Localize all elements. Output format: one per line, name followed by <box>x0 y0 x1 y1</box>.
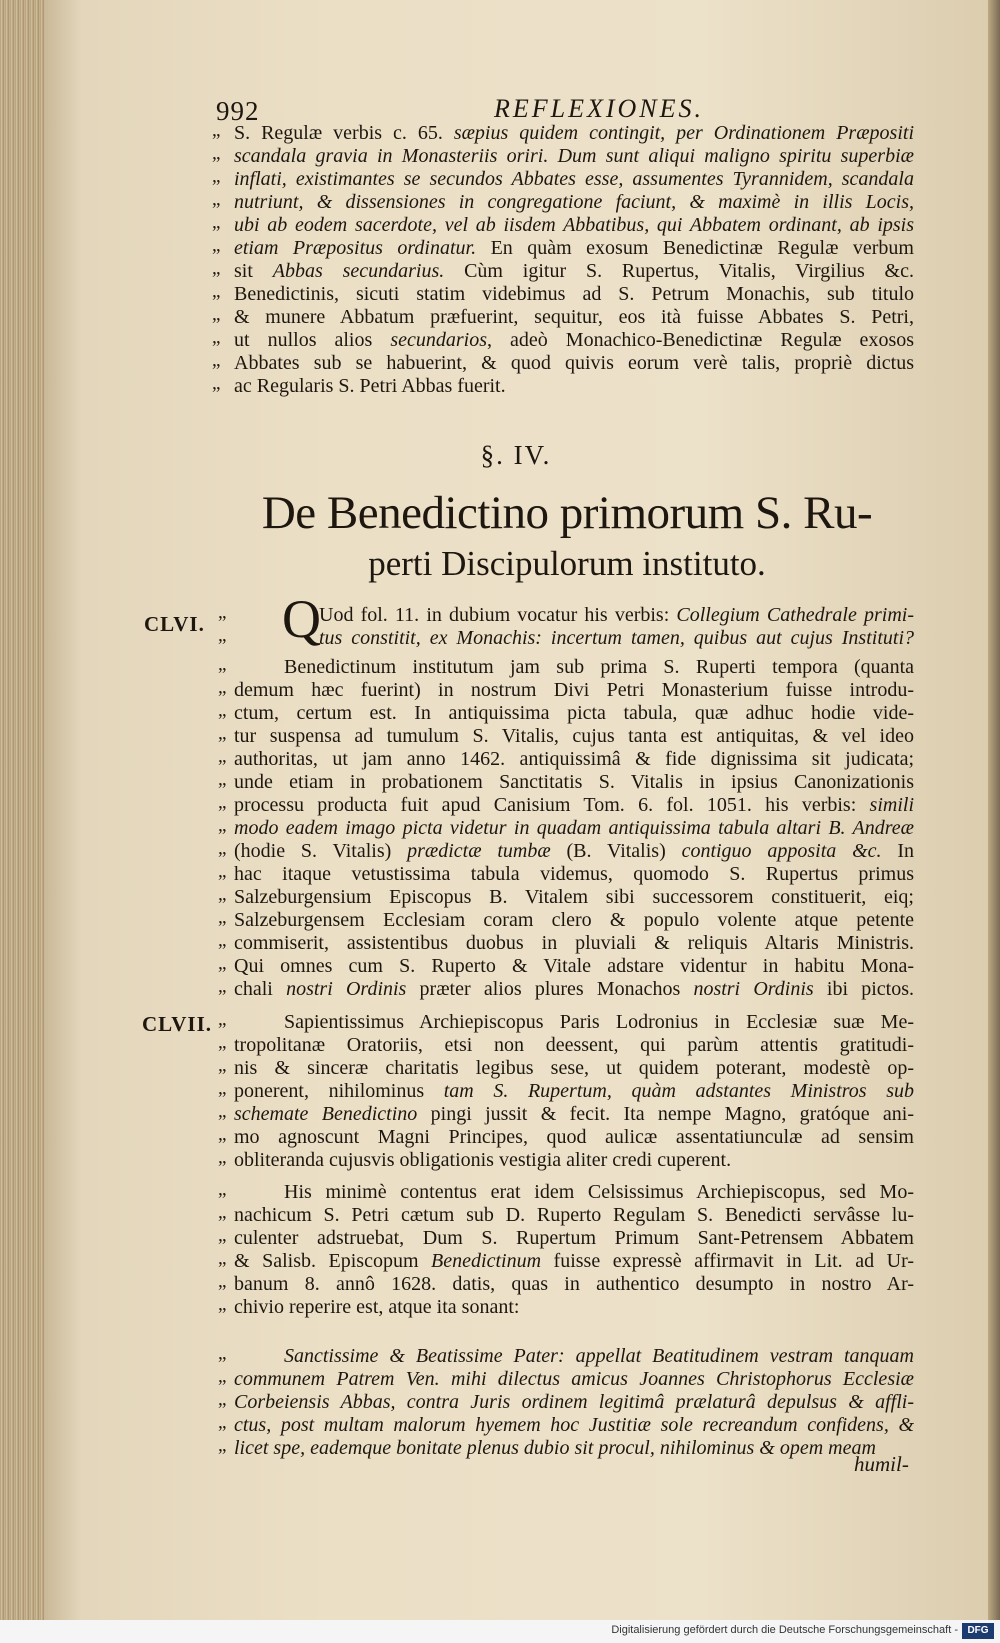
quote-mark: „ <box>218 677 227 698</box>
text-line: Sapientissimus Archiepiscopus Paris Lodronius in Ecclesiæ suæ Me- <box>284 1011 914 1033</box>
text-line: hac itaque vetustissima tabula videmus, quomodo S. Rupertus primus <box>234 863 914 885</box>
quote-mark: „ <box>218 1343 227 1364</box>
text-line: banum 8. annô 1628. datis, quas in authentico desumpto in nostro Ar- <box>234 1273 914 1295</box>
text-line: nutriunt, & dissensiones in congregatione faciunt, & maximè in illis Locis, <box>234 191 914 213</box>
quote-mark: „ <box>212 189 221 210</box>
text-line: nis & sinceræ charitatis legibus sese, ut quidem poterant, modestè op- <box>234 1057 914 1079</box>
text-line: & munere Abbatum præfuerint, sequitur, eos ità fuisse Abbates S. Petri, <box>234 306 914 328</box>
quote-mark: „ <box>218 1412 227 1433</box>
quote-mark: „ <box>218 1225 227 1246</box>
quote-mark: „ <box>218 625 227 646</box>
quote-mark: „ <box>218 1435 227 1456</box>
quote-mark: „ <box>212 327 221 348</box>
quote-mark: „ <box>218 1147 227 1168</box>
text-line: Abbates sub se habuerint, & quod quivis eorum verè talis, propriè dictus <box>234 352 914 374</box>
quote-mark: „ <box>212 143 221 164</box>
quote-mark: „ <box>218 861 227 882</box>
quote-mark: „ <box>212 212 221 233</box>
text-line: Qui omnes cum S. Ruperto & Vitale adstare videntur in habitu Mona- <box>234 955 914 977</box>
section-heading-line2: perti Discipulorum instituto. <box>368 544 766 583</box>
text-line: tus constitit, ex Monachis: incertum tamen, quibus aut cujus Instituti? <box>319 627 914 649</box>
text-line: ut nullos alios secundarios, adeò Monachico-Benedictinæ Regulæ exosos <box>234 329 915 351</box>
quote-mark: „ <box>212 304 221 325</box>
text-line: scandala gravia in Monasteriis oriri. Dum sunt aliqui maligno spiritu superbiæ <box>234 145 914 167</box>
quote-mark: „ <box>218 1009 227 1030</box>
quote-mark: „ <box>218 700 227 721</box>
section-number: §. IV. <box>480 440 552 470</box>
text-line: Uod fol. 11. in dubium vocatur his verbis: Collegium Cathedrale primi- <box>319 604 914 626</box>
text-line: commiserit, assistentibus duobus in pluviali & reliquis Altaris Ministris. <box>234 932 914 954</box>
running-title: REFLEXIONES. <box>494 94 705 123</box>
text-line: mo agnoscunt Magni Principes, quod aulicæ assentatiunculæ ad sensim <box>234 1126 914 1148</box>
text-line: S. Regulæ verbis c. 65. sæpius quidem contingit, per Ordinationem Præpositi <box>234 122 914 144</box>
text-line: communem Patrem Ven. mihi dilectus amicus Joannes Christophorus Ecclesiæ <box>234 1368 914 1390</box>
quote-mark: „ <box>212 235 221 256</box>
text-line: sit Abbas secundarius. Cùm igitur S. Rupertus, Vitalis, Virgilius &c. <box>234 260 914 282</box>
text-line: ac Regularis S. Petri Abbas fuerit. <box>234 375 506 397</box>
quote-mark: „ <box>218 1389 227 1410</box>
text-line: authoritas, ut jam anno 1462. antiquissimâ & fide dignissima sit judicata; <box>234 748 914 770</box>
quote-mark: „ <box>218 602 227 623</box>
text-line: tropolitanæ Oratoriis, etsi non deessent, qui parùm attentis gratitudi- <box>234 1034 914 1056</box>
text-line: nachicum S. Petri cætum sub D. Ruperto Regulam S. Benedicti servâsse lu- <box>234 1204 914 1226</box>
quote-mark: „ <box>218 1366 227 1387</box>
quote-mark: „ <box>218 792 227 813</box>
quote-mark: „ <box>218 884 227 905</box>
margin-number-clvi: CLVI. <box>144 612 205 636</box>
text-line: Benedictinum institutum jam sub prima S. Ruperti tempora (quanta <box>284 656 914 678</box>
quote-mark: „ <box>218 1179 227 1200</box>
quote-mark: „ <box>212 120 221 141</box>
text-line: modo eadem imago picta videtur in quadam antiquissima tabula altari B. Andreæ <box>234 817 914 839</box>
text-line: (hodie S. Vitalis) prædictæ tumbæ (B. Vitalis) contiguo apposita &c. In <box>234 840 914 862</box>
text-line: & Salisb. Episcopum Benedictinum fuisse expressè affirmavit in Lit. ad Ur- <box>234 1250 914 1272</box>
quote-mark: „ <box>218 976 227 997</box>
text-line: demum hæc fuerint) in nostrum Divi Petri Monasterium fuisse introdu- <box>234 679 914 701</box>
text-line: His minimè contentus erat idem Celsissimus Archiepiscopus, sed Mo- <box>284 1181 914 1203</box>
text-line: chali nostri Ordinis præter alios plures Monachos nostri Ordinis ibi pictos. <box>234 978 914 1000</box>
catchword: humil- <box>854 1452 909 1476</box>
page-number: 992 <box>216 96 260 126</box>
quote-mark: „ <box>218 838 227 859</box>
text-line: unde etiam in probationem Sanctitatis S. Vitalis in ipsius Canonizationis <box>234 771 914 793</box>
text-line: ubi ab eodem sacerdote, vel ab iisdem Abbatibus, qui Abbatem ordinant, ab ipsis <box>234 214 914 236</box>
text-line: culenter adstruebat, Dum S. Rupertum Primum Sant-Petrensem Abbatem <box>234 1227 914 1249</box>
text-line: chivio reperire est, atque ita sonant: <box>234 1296 520 1318</box>
quote-mark: „ <box>218 930 227 951</box>
quote-mark: „ <box>218 723 227 744</box>
book-page <box>44 0 988 1620</box>
quote-mark: „ <box>212 373 221 394</box>
text-line: Salzeburgensem Ecclesiam coram clero & populo volente atque petente <box>234 909 914 931</box>
drop-cap: Q <box>282 589 321 649</box>
text-line: inflati, existimantes se secundos Abbates esse, assumentes Tyrannidem, scandala <box>234 168 914 190</box>
quote-mark: „ <box>218 746 227 767</box>
quote-mark: „ <box>218 769 227 790</box>
text-line: schemate Benedictino pingi jussit & fecit. Ita nempe Magno, gratóque ani- <box>234 1103 915 1125</box>
text-line: Benedictinis, sicuti statim videbimus ad S. Petrum Monachis, sub titulo <box>234 283 914 305</box>
section-heading-line1: De Benedictino primorum S. Ru- <box>261 487 873 539</box>
quote-mark: „ <box>218 815 227 836</box>
quote-mark: „ <box>218 907 227 928</box>
text-line: etiam Præpositus ordinatur. En quàm exosum Benedictinæ Regulæ verbum <box>234 237 914 259</box>
book-right-edge <box>988 0 1000 1620</box>
text-line: licet spe, eademque bonitate plenus dubio sit procul, nihilominus & opem meam <box>234 1437 876 1459</box>
quote-mark: „ <box>218 654 227 675</box>
quote-mark: „ <box>218 1032 227 1053</box>
quote-mark: „ <box>218 1124 227 1145</box>
footer-credit: Digitalisierung gefördert durch die Deutsche Forschungsgemeinschaft - <box>611 1624 958 1636</box>
quote-mark: „ <box>218 1078 227 1099</box>
quote-mark: „ <box>218 1101 227 1122</box>
book-page-edges <box>0 0 44 1620</box>
quote-mark: „ <box>212 166 221 187</box>
text-line: tur suspensa ad tumulum S. Vitalis, cujus tanta est antiquitas, & vel ideo <box>234 725 914 747</box>
text-line: ponerent, nihilominus tam S. Rupertum, quàm adstantes Ministros sub <box>234 1080 914 1102</box>
quote-mark: „ <box>218 953 227 974</box>
quote-mark: „ <box>212 258 221 279</box>
quote-mark: „ <box>218 1271 227 1292</box>
text-line: processu producta fuit apud Canisium Tom. 6. fol. 1051. his verbis: simili <box>234 794 914 816</box>
dfg-logo: DFG <box>962 1623 994 1639</box>
quote-mark: „ <box>218 1055 227 1076</box>
text-line: obliteranda cujusvis obligationis vestigia aliter credi cuperent. <box>234 1149 732 1171</box>
text-line: Corbeiensis Abbas, contra Juris ordinem legitimâ prælaturâ depulsus & affli- <box>234 1391 914 1413</box>
quote-mark: „ <box>218 1202 227 1223</box>
quote-mark: „ <box>218 1294 227 1315</box>
text-line: Salzeburgensium Episcopus B. Vitalem sibi successorem constituerit, eiq; <box>234 886 914 908</box>
text-line: ctus, post multam malorum hyemem hoc Justitiæ sole recreandum confidens, & <box>234 1414 914 1436</box>
margin-number-clvii: CLVII. <box>142 1012 213 1036</box>
quote-mark: „ <box>212 350 221 371</box>
text-line: Sanctissime & Beatissime Pater: appellat Beatitudinem vestram tanquam <box>284 1345 914 1367</box>
quote-mark: „ <box>218 1248 227 1269</box>
quote-mark: „ <box>212 281 221 302</box>
text-line: ctum, certum est. In antiquissima picta tabula, quæ adhuc hodie vide- <box>234 702 914 724</box>
footer-bar <box>0 1620 1000 1643</box>
